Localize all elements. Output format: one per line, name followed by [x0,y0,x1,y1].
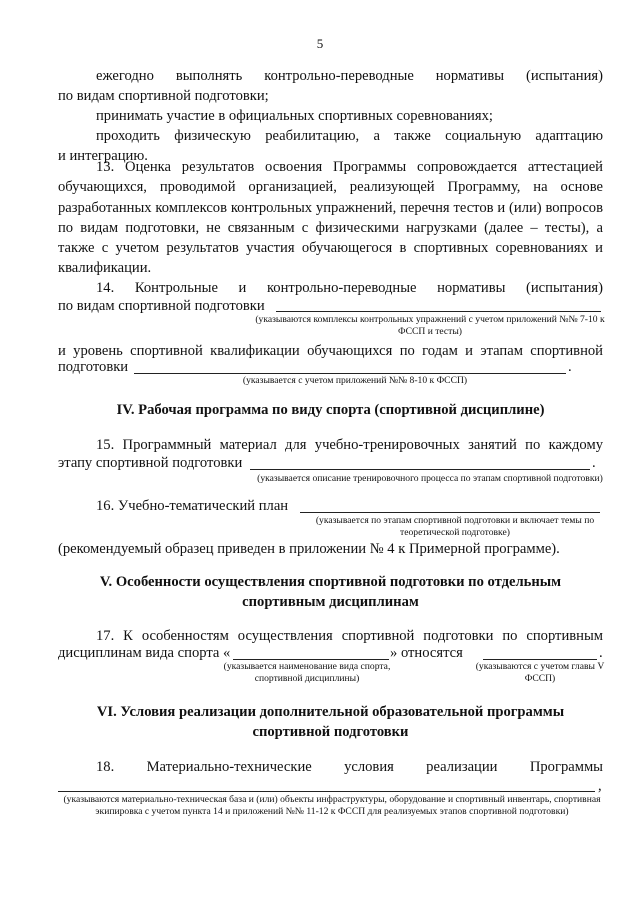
note-item-17-sport: (указывается наименование вида спорта, спортивной дисциплины) [223,661,391,684]
section-iv-heading: IV. Рабочая программа по виду спорта (спортивной дисциплине) [116,402,545,418]
note-item-14-qualification: (указывается с учетом приложений №№ 8-10 к ФССП) [242,375,468,386]
item-competitions: принимать участие в официальных спортивных соревнованиях; [96,108,493,124]
item-17-line2-start: дисциплинам вида спорта « [58,645,231,661]
item-16-line2: (рекомендуемый образец приведен в приложении № 4 к Примерной программе). [58,541,560,557]
item-14-line2: по видам спортивной подготовки [58,298,265,314]
item-13-text: 13. Оценка результатов освоения Программы сопровождается аттестацией обучающихся, проводимой организацией, реализующей Программу, на основе разработанных комплексов контрольных упражнений, перечня тестов и (или) вопросов по видам подготовки, не связанным с физическими нагрузками (далее – тесты), а также с учетом результатов участия обучающегося в спортивных соревнованиях и [58,159,603,257]
punctuation-dot: . [568,359,572,375]
item-14-line1: 14. Контрольные и контрольно-переводные нормативы (испытания) [96,280,603,296]
item-15-line1: 15. Программный материал для учебно-тренировочных занятий по каждому [96,437,603,453]
item-annual-norms-cont: по видам спортивной подготовки; [58,88,269,104]
item-16-line1: 16. Учебно-тематический план [96,498,289,514]
section-vi-heading: VI. Условия реализации дополнительной образовательной программы спортивной подготовки [96,704,565,740]
note-item-14: (указываются комплексы контрольных упражнений с учетом приложений №№ 7-10 к ФССП и тесты) [255,314,605,337]
note-item-18: (указываются материально-техническая база и (или) объекты инфраструктуры, оборудование и спортивный инвентарь, спортивная экипировка с учетом пункта 14 и приложений №№ 11-12 к ФССП для реализуемых этапов спортивной подготовки) [63,794,601,817]
fill-line-item-14-qualification[interactable] [134,373,566,374]
item-rehabilitation: проходить физическую реабилитацию, а также социальную адаптацию [96,128,603,144]
item-18-line1: 18. Материально-технические условия реализации Программы [96,759,603,775]
note-item-17-features: (указываются с учетом главы V ФССП) [475,661,605,684]
fill-line-item-15[interactable] [250,469,590,470]
item-14-line4: подготовки [58,359,129,375]
item-13-last-line: квалификации. [58,260,152,276]
punctuation-comma-18: , [598,778,602,794]
fill-line-item-18[interactable] [58,791,595,792]
fill-line-item-17-sport[interactable] [233,659,389,660]
item-17-line1: 17. К особенностям осуществления спортивной подготовки по спортивным [96,628,603,644]
note-item-16: (указывается по этапам спортивной подготовки и включает темы по теоретической подготовке) [315,515,595,538]
fill-line-item-17-features[interactable] [483,659,597,660]
page-number: 5 [316,36,324,51]
item-15-line2: этапу спортивной подготовки [58,455,243,471]
punctuation-dot-17: . [599,645,603,661]
item-14-line3: и уровень спортивной квалификации обучающихся по годам и этапам спортивной [58,343,603,359]
item-rehabilitation-cont: и интеграцию. [58,148,148,164]
fill-line-item-14[interactable] [276,311,601,312]
note-item-15: (указывается описание тренировочного процесса по этапам спортивной подготовки) [257,473,603,484]
fill-line-item-16[interactable] [300,512,600,513]
section-v-heading: V. Особенности осуществления спортивной подготовки по отдельным спортивным дисциплинам [99,574,562,610]
punctuation-dot-15: . [592,455,596,471]
item-17-line2-mid: » относятся [390,645,463,661]
item-annual-norms: ежегодно выполнять контрольно-переводные нормативы (испытания) [96,68,603,84]
